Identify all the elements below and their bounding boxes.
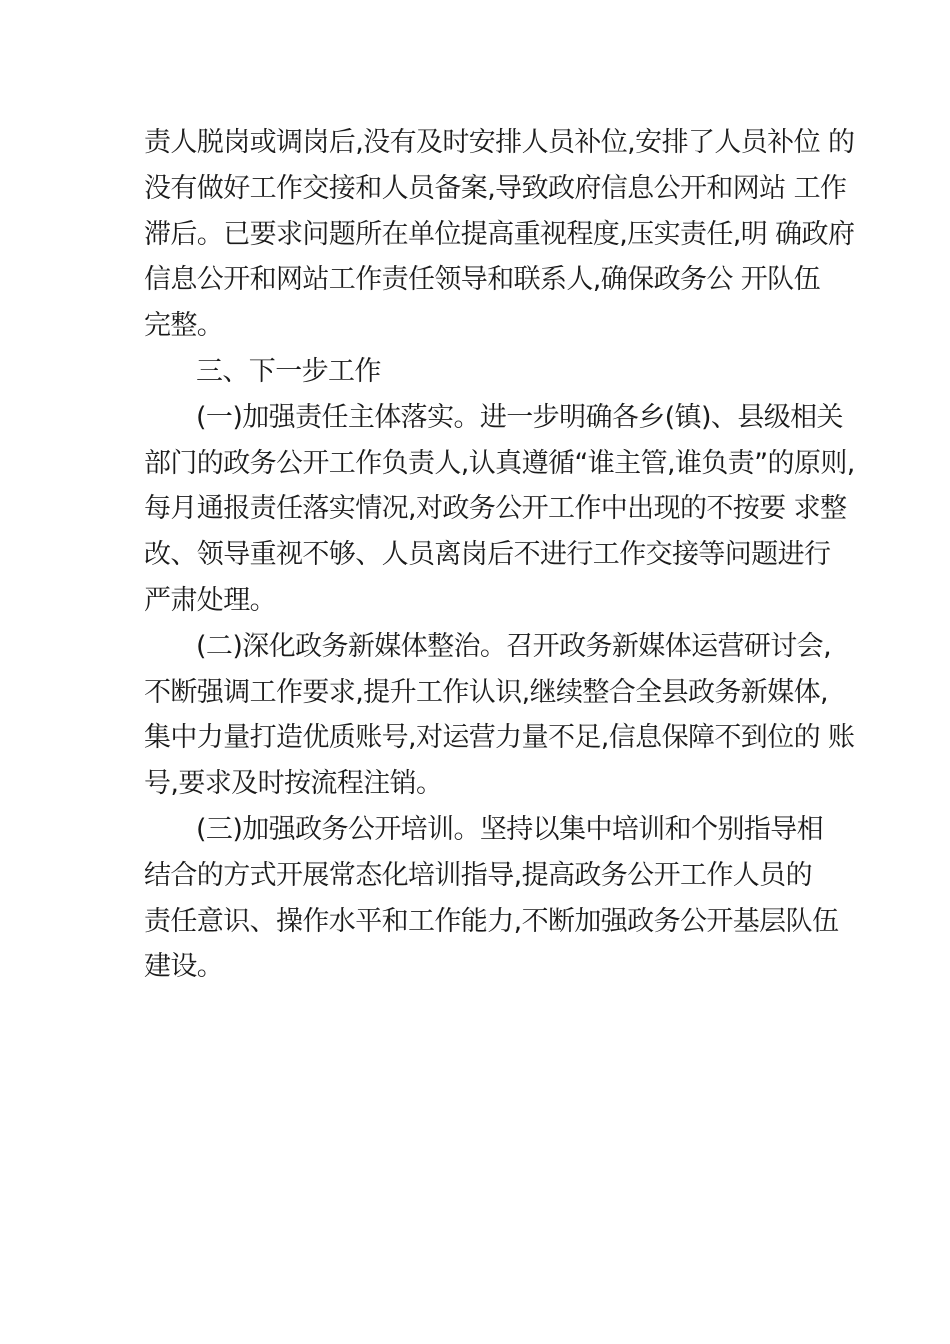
text-line: 集中力量打造优质账号,对运营力量不足,信息保障不到位的 账 (144, 722, 855, 754)
paragraph (144, 807, 839, 990)
paragraph (144, 395, 855, 624)
text-line: 严肃处理。 (144, 584, 276, 616)
text-line: 责任意识、操作水平和工作能力,不断加强政务公开基层队伍 (144, 905, 839, 937)
text-line: 不断强调工作要求,提升工作认识,继续整合全县政务新媒体, (144, 676, 828, 708)
text-line: (一)加强责任主体落实。进一步明确各乡(镇)、县级相关 (196, 401, 843, 433)
text-line: 完整。 (144, 310, 224, 342)
text-line: (三)加强政务公开培训。坚持以集中培训和个别指导相 (196, 813, 824, 845)
section-heading (144, 349, 824, 395)
text-line: 没有做好工作交接和人员备案,导致政府信息公开和网站 工作 (144, 172, 847, 204)
text-line: 号,要求及时按流程注销。 (144, 768, 443, 800)
text-line: 信息公开和网站工作责任领导和联系人,确保政务公 开队伍 (144, 264, 820, 296)
text-line: (二)深化政务新媒体整治。召开政务新媒体运营研讨会, (196, 630, 832, 662)
paragraph (144, 624, 855, 807)
text-line: 部门的政务公开工作负责人,认真遵循“谁主管,谁负责”的原则, (144, 447, 855, 479)
document-body (144, 120, 855, 990)
text-line: 每月通报责任落实情况,对政务公开工作中出现的不按要 求整 (144, 493, 847, 525)
text-line: 结合的方式开展常态化培训指导,提高政务公开工作人员的 (144, 859, 812, 891)
text-line: 三、下一步工作 (196, 355, 381, 387)
text-line: 改、领导重视不够、人员离岗后不进行工作交接等问题进行 (144, 539, 831, 571)
text-line: 滞后。已要求问题所在单位提高重视程度,压实责任,明 确政府 (144, 218, 855, 250)
paragraph (144, 120, 855, 349)
text-line: 责人脱岗或调岗后,没有及时安排人员补位,安排了人员补位 的 (144, 127, 855, 158)
text-line: 建设。 (144, 951, 224, 983)
